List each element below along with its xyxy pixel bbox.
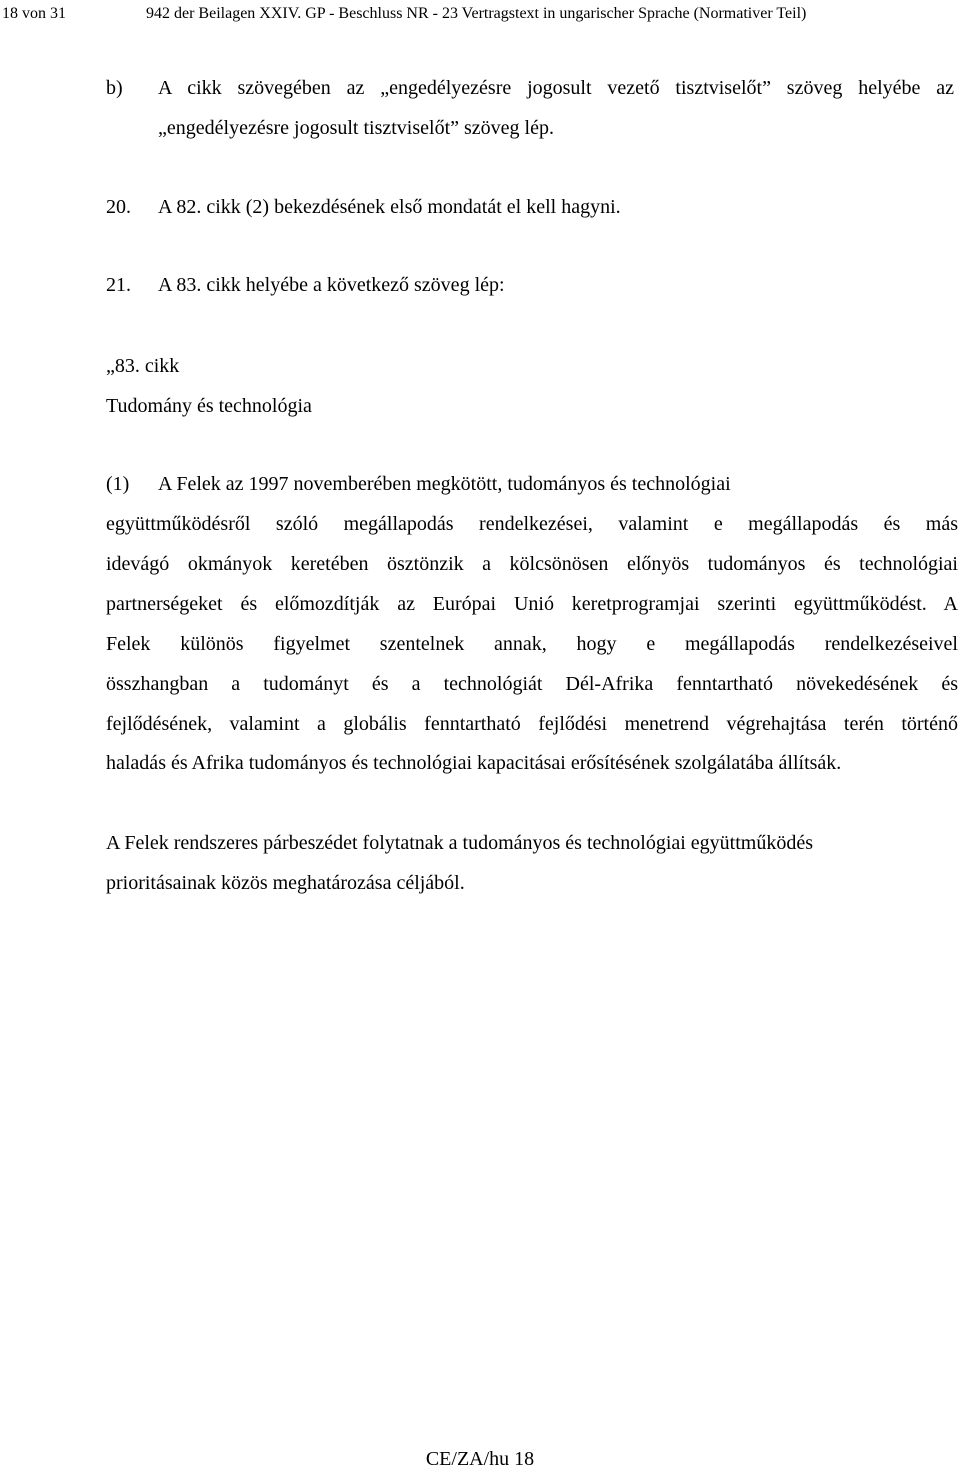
- item-b-line-2: „engedélyezésre jogosult tisztviselőt” szöveg lép.: [158, 117, 554, 139]
- paragraph-1-line: összhangban a tudományt és a technológiát Dél-Afrika fenntartható növekedésének és: [106, 673, 958, 695]
- item-b-label: b): [106, 77, 123, 99]
- item-20-text: A 82. cikk (2) bekezdésének első mondatát el kell hagyni.: [158, 196, 621, 218]
- paragraph-1-line: partnerségeket és előmozdítják az Európai Unió keretprogramjai szerinti együttműködést. A: [106, 593, 958, 615]
- paragraph-1-line: együttműködésről szóló megállapodás rendelkezései, valamint e megállapodás és más: [106, 513, 958, 535]
- article-heading: „83. cikk: [106, 355, 180, 377]
- item-21-text: A 83. cikk helyébe a következő szöveg lép:: [158, 274, 505, 296]
- paragraph-1-line: idevágó okmányok keretében ösztönzik a kölcsönösen előnyös tudományos és technológiai: [106, 553, 958, 575]
- article-subtitle: Tudomány és technológia: [106, 395, 312, 417]
- page-number: 18 von 31: [2, 5, 66, 22]
- paragraph-2-line-1: A Felek rendszeres párbeszédet folytatnak a tudományos és technológiai együttműködés: [106, 832, 814, 854]
- page-header: [0, 2, 960, 26]
- paragraph-1-line: fejlődésének, valamint a globális fenntartható fejlődési menetrend végrehajtása terén történő: [106, 713, 958, 735]
- item-21-number: 21.: [106, 274, 131, 296]
- paragraph-1-last-line: haladás és Afrika tudományos és technológiai kapacitásai erősítésének szolgálatába állítsák.: [106, 752, 842, 774]
- page-footer-code: CE/ZA/hu 18: [425, 1448, 535, 1470]
- item-b-line-1: A cikk szövegében az „engedélyezésre jogosult vezető tisztviselőt” szöveg helyébe az: [158, 77, 954, 99]
- item-20-number: 20.: [106, 196, 131, 218]
- paragraph-1-first-line: A Felek az 1997 novemberében megkötött, tudományos és technológiai: [158, 473, 731, 495]
- document-title: 942 der Beilagen XXIV. GP - Beschluss NR - 23 Vertragstext in ungarischer Sprache (Normativer Teil): [146, 5, 807, 22]
- paragraph-2-line-2: prioritásainak közös meghatározása céljából.: [106, 872, 465, 894]
- paragraph-1-label: (1): [106, 473, 130, 495]
- paragraph-1-line: Felek különös figyelmet szentelnek annak, hogy e megállapodás rendelkezéseivel: [106, 633, 958, 655]
